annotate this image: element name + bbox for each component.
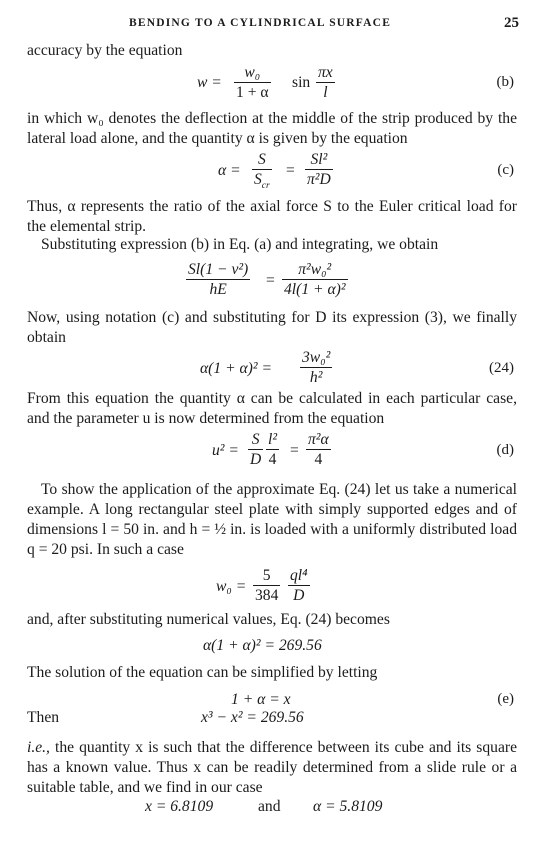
equation-b-fraction: $\frac{\text{w₀}}{1 + \alpha}$ xyxy=(236,64,269,101)
paragraph-5: Now, using notation (c) and substituting for D its expression (3), we finally obtain xyxy=(27,309,517,346)
equation-w0: w₀ = $\frac{5}{384}$ $\frac{\text{ql⁴}}{D}$ xyxy=(216,567,308,604)
equation-c-tag: (c) xyxy=(497,162,514,178)
equation-d-tag: (d) xyxy=(496,442,514,458)
paragraph-7: To show the application of the approximate Eq. (24) let us take a numerical example. A long rectangular steel plate with simply supported edges and of dimensions l = 50 in. and h = ½ in. is loaded with a uniformly distributed load q = 20 psi. In such a case xyxy=(27,481,517,558)
equation-integrated-fraction-1: $\frac{\text{Sl(1 − ν²)}}{hE}$ xyxy=(188,261,249,298)
equation-b: w = $\frac{\text{w₀}}{1 + \alpha}$ sin $\frac{\pi x}{l}$ (b) xyxy=(197,64,514,101)
then-label: Then xyxy=(27,709,60,726)
equation-e-tag: (e) xyxy=(497,691,514,707)
equation-d: u² = $\frac{S}{D}$ $\frac{\text{l²}}{4}$ = $\frac{\text{π²α}}{4}$ (d) xyxy=(212,431,514,468)
equation-integrated: $\frac{\text{Sl(1 − ν²)}}{hE}$ = $\frac{\text{π²w₀²}}{\text{4l(1 + α)²}}$ xyxy=(188,261,346,298)
paragraph-3: Thus, α represents the ratio of the axial force S to the Euler critical load for the elemental strip. xyxy=(27,198,517,235)
equation-cubic: Then x³ − x² = 269.56 xyxy=(27,709,304,726)
paragraph-8: and, after substituting numerical values, Eq. (24) becomes xyxy=(27,611,390,628)
paragraph-1: accuracy by the equation xyxy=(27,42,183,59)
equation-result: x = 6.8109 and α = 5.8109 xyxy=(145,798,383,815)
equation-integrated-fraction-2: $\frac{\text{π²w₀²}}{\text{4l(1 + α)²}}$ xyxy=(284,261,346,298)
equation-c-fraction-2: $\frac{\text{Sl²}}{\text{π²D}}$ xyxy=(307,151,331,188)
equation-24-tag: (24) xyxy=(489,360,514,376)
paragraph-6: From this equation the quantity α can be calculated in each particular case, and the parameter u is now determined from the equation xyxy=(27,390,517,427)
paragraph-9: The solution of the equation can be simplified by letting xyxy=(27,664,378,681)
equation-e: 1 + α = x (e) xyxy=(231,691,514,708)
page-header xyxy=(0,16,541,36)
page-number: 25 xyxy=(504,15,519,31)
equation-c: α = S $S_{cr}$ = $\frac{\text{Sl²}}{\text{π²D}}$ (c) xyxy=(218,151,514,192)
equation-b-tag: (b) xyxy=(496,74,514,90)
paragraph-4: Substituting expression (b) in Eq. (a) and integrating, we obtain xyxy=(41,236,439,253)
running-head: BENDING TO A CYLINDRICAL SURFACE xyxy=(129,17,392,29)
paragraph-2: in which w₀ denotes the deflection at the middle of the strip produced by the lateral load alone, and the quantity α is given by the equation xyxy=(27,110,517,147)
equation-c-fraction-1: S $S_{cr}$ xyxy=(254,151,270,192)
equation-24-fraction: $\frac{\text{3w₀²}}{\text{h²}}$ xyxy=(302,349,331,386)
equation-b-sine-fraction: $\frac{\pi x}{l}$ xyxy=(318,64,333,101)
equation-numeric: α(1 + α)² = 269.56 xyxy=(203,637,322,654)
equation-24: α(1 + α)² = $\frac{\text{3w₀²}}{\text{h²}}$ (24) xyxy=(200,349,514,386)
paragraph-10: i.e., the quantity x is such that the difference between its cube and its square has a known value. Thus x can be readily determined from a slide rule or a suitable table, and we find in our case xyxy=(27,739,517,796)
